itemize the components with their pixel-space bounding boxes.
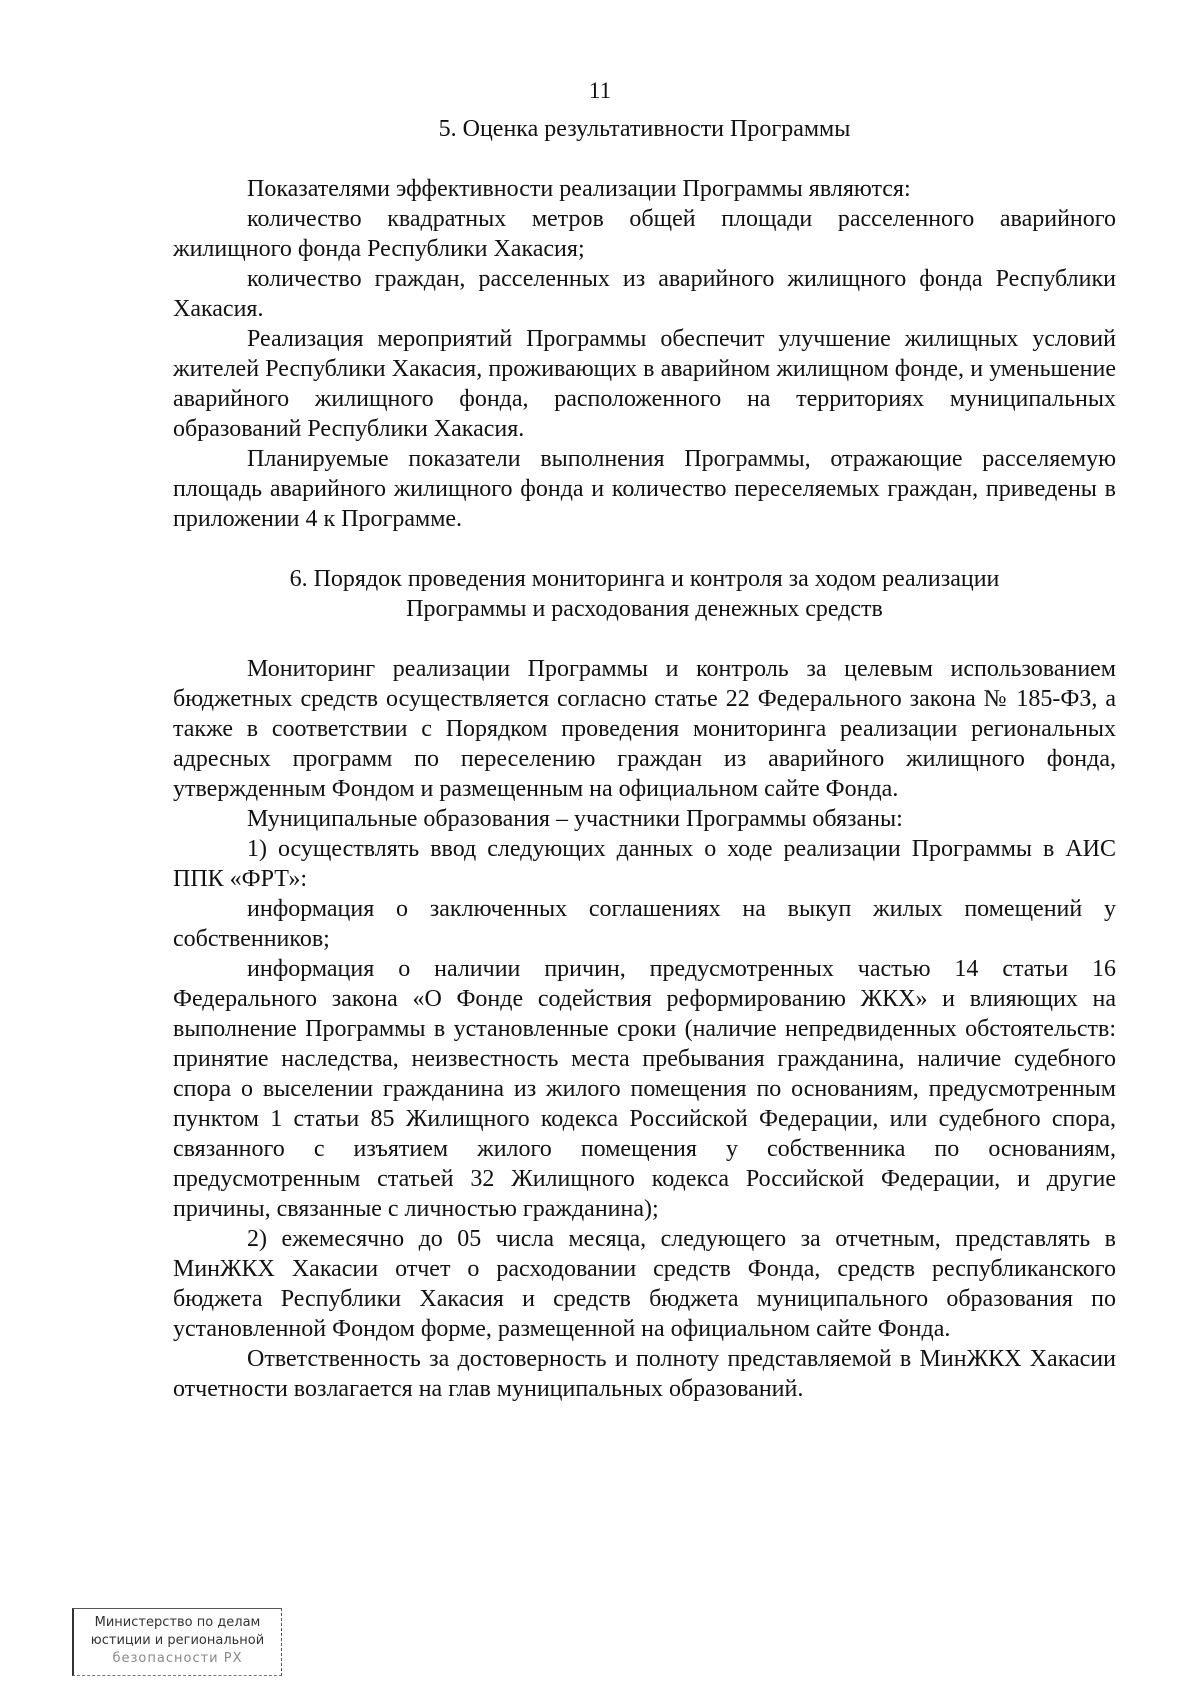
paragraph: Мониторинг реализации Программы и контроль за целевым использованием бюджетных средств осуществляется согласно статье 22 Федерального закона № 185-ФЗ, а также в соответствии с Порядком проведения мониторинга реализации региональных адресных программ по переселению граждан из аварийного жилищного фонда, утвержденным Фондом и размещенным на официальном сайте Фонда.: [173, 656, 1116, 802]
section-6-title-line-2: Программы и расходования денежных средств: [406, 596, 883, 622]
section-6-title-line-1: 6. Порядок проведения мониторинга и контроля за ходом реализации: [289, 566, 1000, 592]
section-5-title: [173, 114, 1116, 144]
paragraph: количество квадратных метров общей площади расселенного аварийного жилищного фонда Республики Хакасия;: [173, 206, 1116, 262]
ministry-stamp: [72, 1608, 282, 1676]
paragraph: Показателями эффективности реализации Программы являются:: [247, 176, 911, 202]
document-body: [173, 114, 1116, 1404]
paragraph: информация о наличии причин, предусмотренных частью 14 статьи 16 Федерального закона «О Фонде содействия реформированию ЖКХ» и влияющих на выполнение Программы в установленные сроки (наличие непредвиденных обстоятельств: принятие наследства, неизвестность места пребывания гражданина, наличие судебного спора о выселении гражданина из жилого помещения по основаниям, предусмотренным пунктом 1 статьи 85 Жилищного кодекса Российской Федерации, или судебного спора, связанного с изъятием жилого помещения у собственника по основаниям, предусмотренным статьей 32 Жилищного кодекса Российской Федерации, и другие причины, связанные с личностью гражданина);: [173, 956, 1116, 1222]
section-6-title: [173, 564, 1116, 624]
paragraph: количество граждан, расселенных из аварийного жилищного фонда Республики Хакасия.: [173, 266, 1116, 322]
section-5-title-text: 5. Оценка результативности Программы: [438, 116, 851, 142]
stamp-line-2: юстиции и региональной: [90, 1633, 265, 1648]
stamp-line-3: безопасности РХ: [112, 1651, 243, 1666]
paragraph: 1) осуществлять ввод следующих данных о ходе реализации Программы в АИС ППК «ФРТ»:: [173, 836, 1116, 892]
paragraph: Муниципальные образования – участники Программы обязаны:: [247, 806, 903, 832]
stamp-line-1: Министерство по делам: [94, 1615, 261, 1630]
paragraph: 2) ежемесячно до 05 числа месяца, следующего за отчетным, представлять в МинЖКХ Хакасии отчет о расходовании средств Фонда, средств республиканского бюджета Республики Хакасия и средств бюджета муниципального образования по установленной Фондом форме, размещенной на официальном сайте Фонда.: [173, 1226, 1116, 1342]
paragraph: Планируемые показатели выполнения Программы, отражающие расселяемую площадь аварийного жилищного фонда и количество переселяемых граждан, приведены в приложении 4 к Программе.: [173, 446, 1116, 532]
paragraph: Реализация мероприятий Программы обеспечит улучшение жилищных условий жителей Республики Хакасия, проживающих в аварийном жилищном фонде, и уменьшение аварийного жилищного фонда, расположенного на территориях муниципальных образований Республики Хакасия.: [173, 326, 1116, 442]
paragraph: Ответственность за достоверность и полноту представляемой в МинЖКХ Хакасии отчетности возлагается на глав муниципальных образований.: [173, 1346, 1116, 1402]
page-number: 11: [588, 78, 612, 103]
paragraph: информация о заключенных соглашениях на выкуп жилых помещений у собственников;: [173, 896, 1116, 952]
